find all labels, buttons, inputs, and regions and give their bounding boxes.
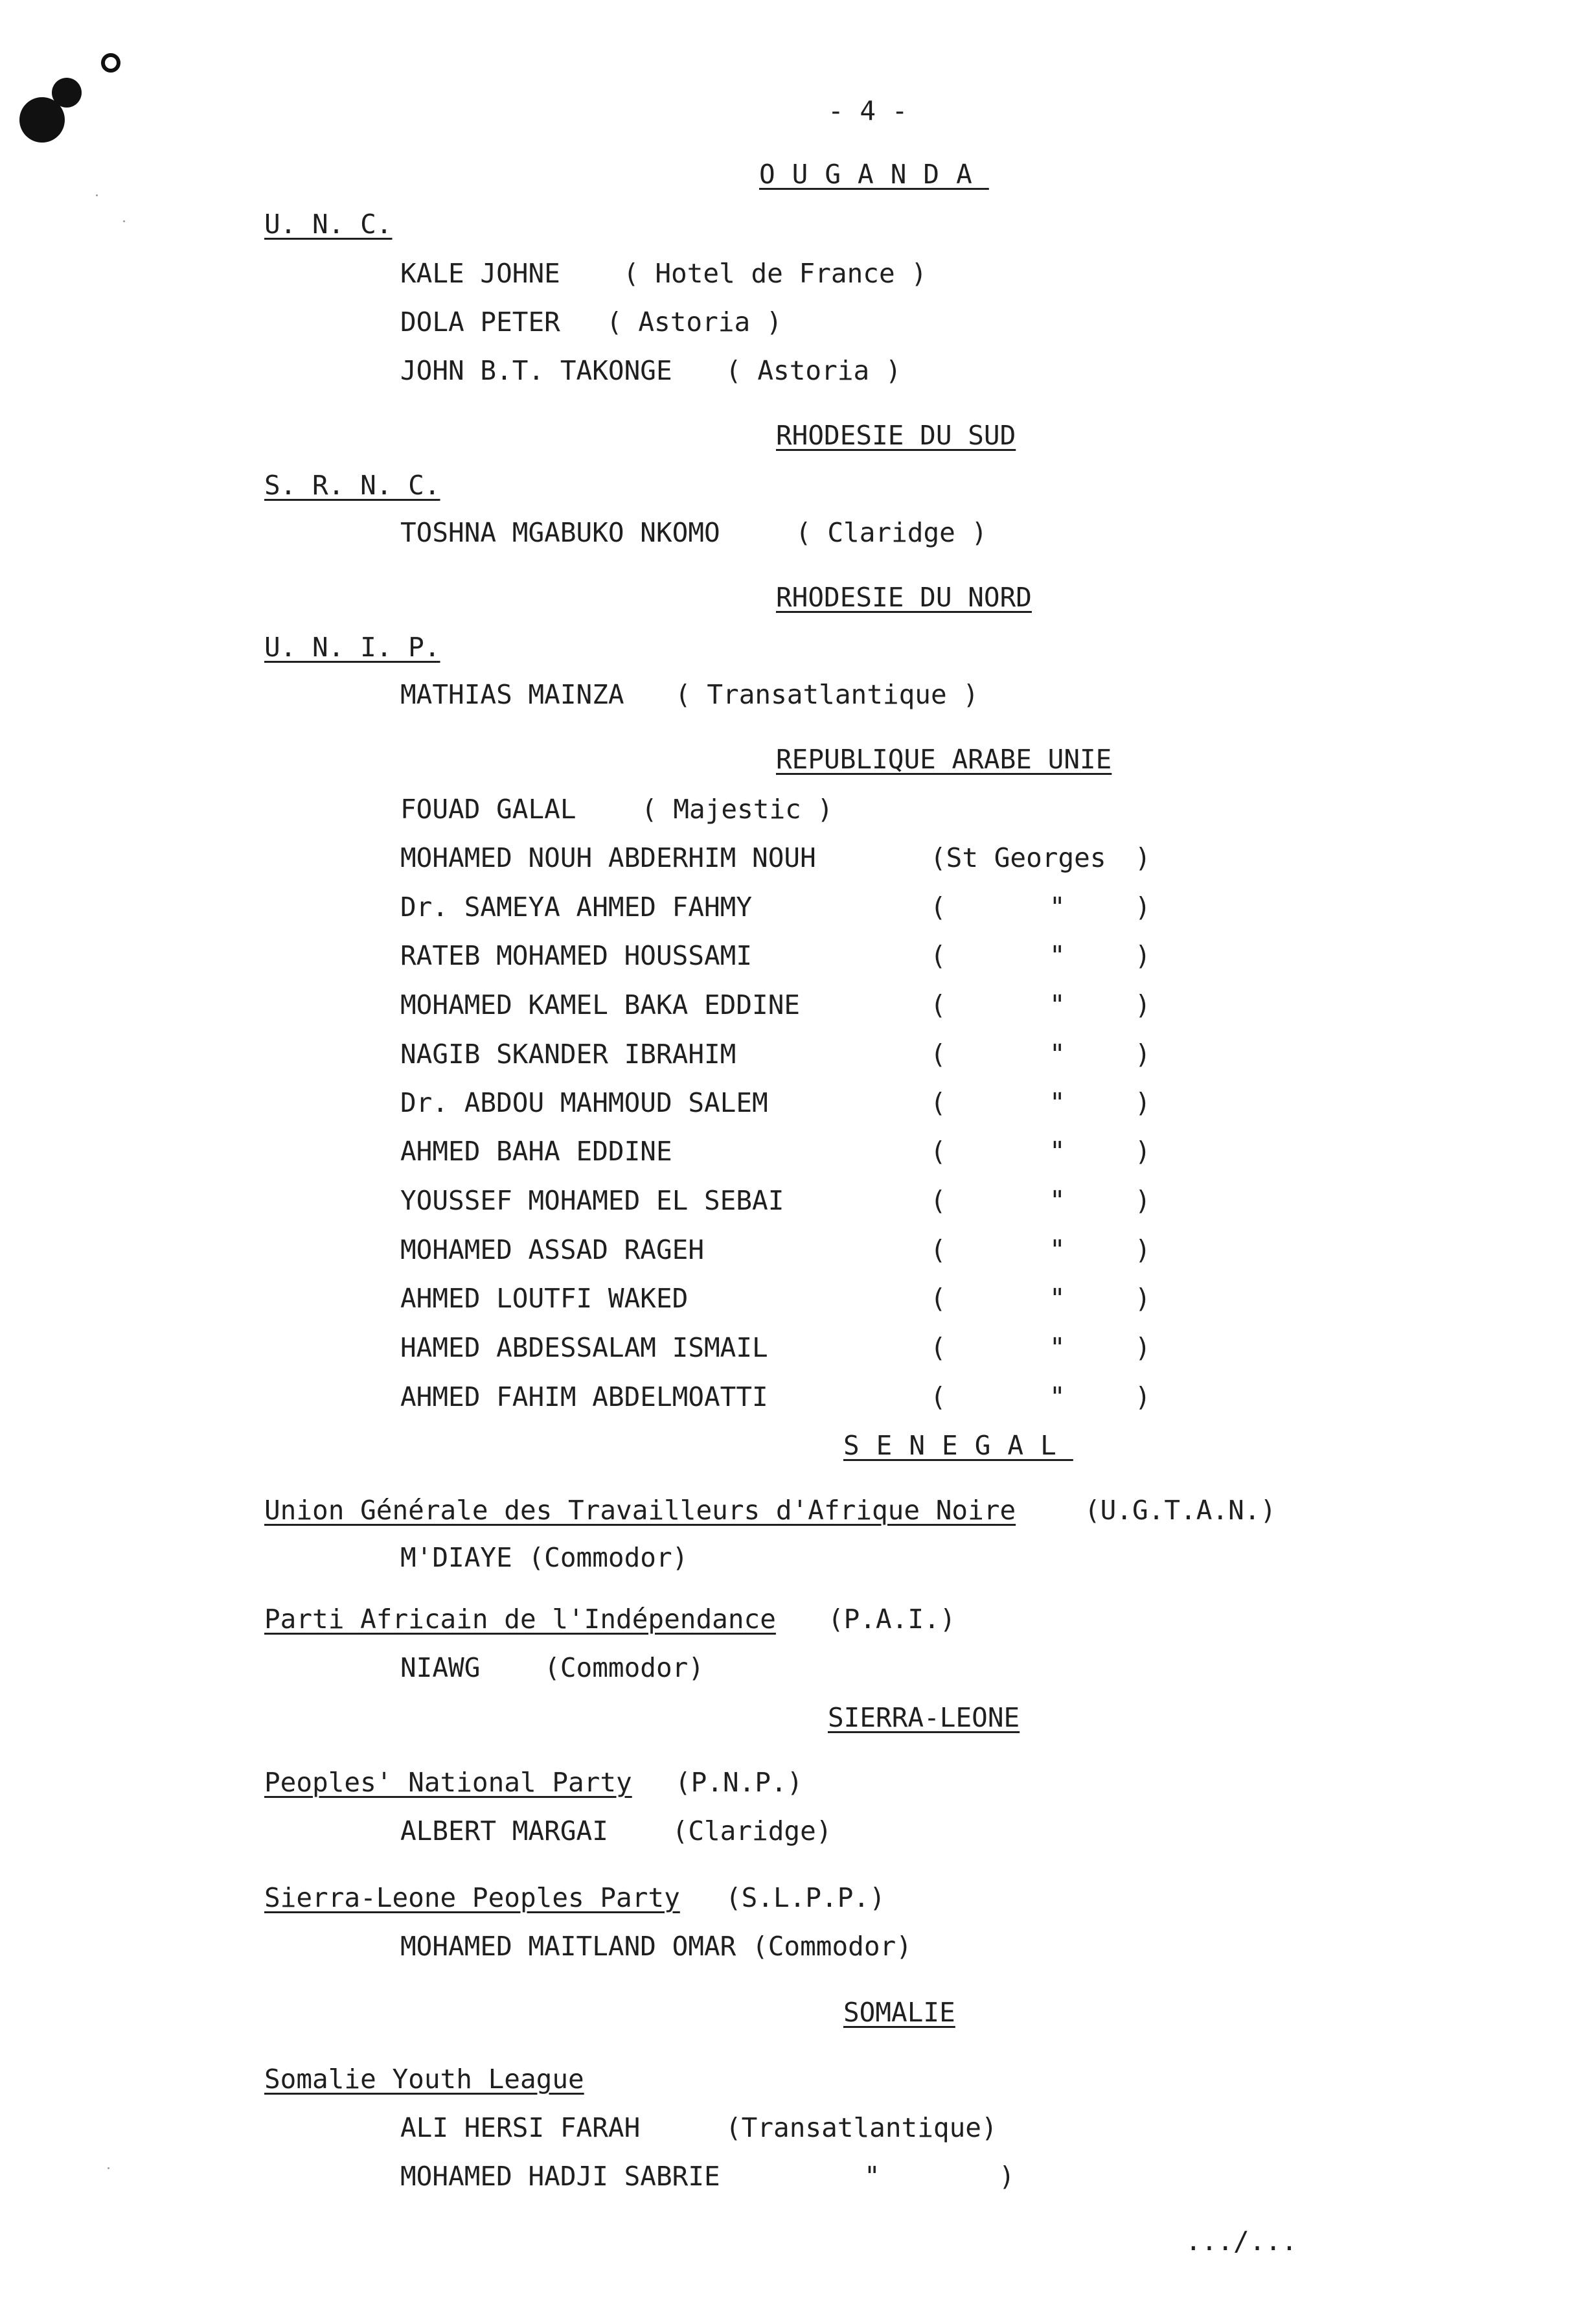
ditto-mark: " <box>1049 1185 1066 1216</box>
delegate-name: KALE JOHNE <box>400 258 560 289</box>
paper-speck <box>96 194 98 196</box>
ditto-mark: " <box>1049 892 1066 923</box>
ditto-mark: " <box>1049 1087 1066 1118</box>
hotel-close: ) <box>999 2161 1015 2192</box>
punch-hole-ring <box>101 53 120 73</box>
section-heading-senegal: SENEGAL <box>843 1430 1073 1461</box>
hotel-open: ( <box>930 1087 946 1118</box>
party-slpp-abbr: (S.L.P.P.) <box>725 1882 885 1913</box>
hotel-open: ( <box>930 1381 946 1412</box>
party-pai-name: Parti Africain de l'Indépendance <box>264 1604 776 1635</box>
party-pnp-abbr: (P.N.P.) <box>675 1767 803 1798</box>
party-pai-abbr: (P.A.I.) <box>828 1604 956 1635</box>
delegate-name: ALI HERSI FARAH <box>400 2112 641 2143</box>
delegate-hotel: ( Majestic ) <box>641 794 834 825</box>
hotel-close: ) <box>1135 1332 1151 1363</box>
delegate-hotel: ( Claridge ) <box>795 517 988 548</box>
delegate-name: MOHAMED ASSAD RAGEH <box>400 1234 704 1265</box>
delegate-name: DOLA PETER <box>400 306 560 338</box>
party-syl: Somalie Youth League <box>264 2064 584 2095</box>
hotel-close: ) <box>1135 989 1151 1020</box>
delegate-line: M'DIAYE (Commodor) <box>400 1542 689 1573</box>
hotel-open: ( <box>930 1234 946 1265</box>
delegate-name: MOHAMED KAMEL BAKA EDDINE <box>400 989 801 1020</box>
delegate-hotel: (Transatlantique) <box>725 2112 998 2143</box>
paper-speck <box>123 220 125 222</box>
hotel-open: ( <box>930 1136 946 1167</box>
ditto-mark: " <box>864 2161 880 2192</box>
party-pnp-name: Peoples' National Party <box>264 1767 632 1798</box>
delegate-name: RATEB MOHAMED HOUSSAMI <box>400 940 753 971</box>
hotel-open: ( <box>930 1283 946 1314</box>
hotel-open: ( <box>930 989 946 1020</box>
continuation-mark: .../... <box>1185 2226 1297 2257</box>
ditto-mark: " <box>1049 1039 1066 1070</box>
section-heading-ouganda: OUGANDA <box>759 159 989 190</box>
section-heading-rhodesie-sud: RHODESIE DU SUD <box>776 420 1016 451</box>
ditto-mark: " <box>1049 1136 1066 1167</box>
delegate-name: MOHAMED NOUH ABDERHIM NOUH <box>400 842 816 873</box>
delegate-name: YOUSSEF MOHAMED EL SEBAI <box>400 1185 784 1216</box>
ditto-mark: " <box>1049 989 1066 1020</box>
hotel-close: ) <box>1135 892 1151 923</box>
delegate-name: AHMED BAHA EDDINE <box>400 1136 672 1167</box>
hotel-close: ) <box>1135 1087 1151 1118</box>
paper-speck <box>108 2167 109 2169</box>
delegate-hotel: ( Astoria ) <box>606 306 782 338</box>
section-heading-sierra-leone: SIERRA-LEONE <box>828 1702 1020 1733</box>
delegate-name: AHMED LOUTFI WAKED <box>400 1283 689 1314</box>
delegate-name: Dr. SAMEYA AHMED FAHMY <box>400 892 753 923</box>
delegate-name: HAMED ABDESSALAM ISMAIL <box>400 1332 768 1363</box>
page-number: - 4 - <box>828 95 908 126</box>
section-heading-somalie: SOMALIE <box>843 1997 955 2028</box>
delegate-name: MATHIAS MAINZA <box>400 679 624 710</box>
hotel-close: ) <box>1135 1283 1151 1314</box>
party-unc: U. N. C. <box>264 209 393 240</box>
hotel-open: ( <box>930 892 946 923</box>
delegate-hotel: (St Georges <box>930 842 1106 873</box>
hotel-close: ) <box>1135 1234 1151 1265</box>
hotel-close: ) <box>1135 1136 1151 1167</box>
delegate-line: NIAWG (Commodor) <box>400 1652 704 1683</box>
ditto-mark: " <box>1049 1234 1066 1265</box>
hotel-close: ) <box>1135 1039 1151 1070</box>
hotel-open: ( <box>930 1332 946 1363</box>
delegate-name: JOHN B.T. TAKONGE <box>400 355 672 386</box>
hotel-open: ( <box>930 940 946 971</box>
party-unip: U. N. I. P. <box>264 632 440 663</box>
delegate-name: MOHAMED HADJI SABRIE <box>400 2161 720 2192</box>
delegate-name: TOSHNA MGABUKO NKOMO <box>400 517 720 548</box>
section-heading-rau: REPUBLIQUE ARABE UNIE <box>776 744 1112 775</box>
delegate-name: Dr. ABDOU MAHMOUD SALEM <box>400 1087 768 1118</box>
delegate-hotel: ( Hotel de France ) <box>623 258 927 289</box>
hotel-open: ( <box>930 1185 946 1216</box>
punch-hole-mark <box>52 78 82 108</box>
hotel-close: ) <box>1135 940 1151 971</box>
party-ugtan-name: Union Générale des Travailleurs d'Afrique Noire <box>264 1495 1016 1526</box>
ditto-mark: " <box>1049 1283 1066 1314</box>
ditto-mark: " <box>1049 1332 1066 1363</box>
party-ugtan-abbr: (U.G.T.A.N.) <box>1084 1495 1277 1526</box>
delegate-line: ALBERT MARGAI (Claridge) <box>400 1815 832 1847</box>
delegate-name: AHMED FAHIM ABDELMOATTI <box>400 1381 768 1412</box>
party-slpp-name: Sierra-Leone Peoples Party <box>264 1882 680 1913</box>
delegate-name: FOUAD GALAL <box>400 794 576 825</box>
hotel-close: ) <box>1135 1381 1151 1412</box>
delegate-name: NAGIB SKANDER IBRAHIM <box>400 1039 736 1070</box>
section-heading-rhodesie-nord: RHODESIE DU NORD <box>776 582 1032 613</box>
party-srnc: S. R. N. C. <box>264 470 440 501</box>
hotel-open: ( <box>930 1039 946 1070</box>
hotel-close: ) <box>1135 842 1151 873</box>
ditto-mark: " <box>1049 940 1066 971</box>
delegate-hotel: ( Transatlantique ) <box>675 679 979 710</box>
delegate-line: MOHAMED MAITLAND OMAR (Commodor) <box>400 1931 912 1962</box>
delegate-hotel: ( Astoria ) <box>725 355 902 386</box>
ditto-mark: " <box>1049 1381 1066 1412</box>
hotel-close: ) <box>1135 1185 1151 1216</box>
